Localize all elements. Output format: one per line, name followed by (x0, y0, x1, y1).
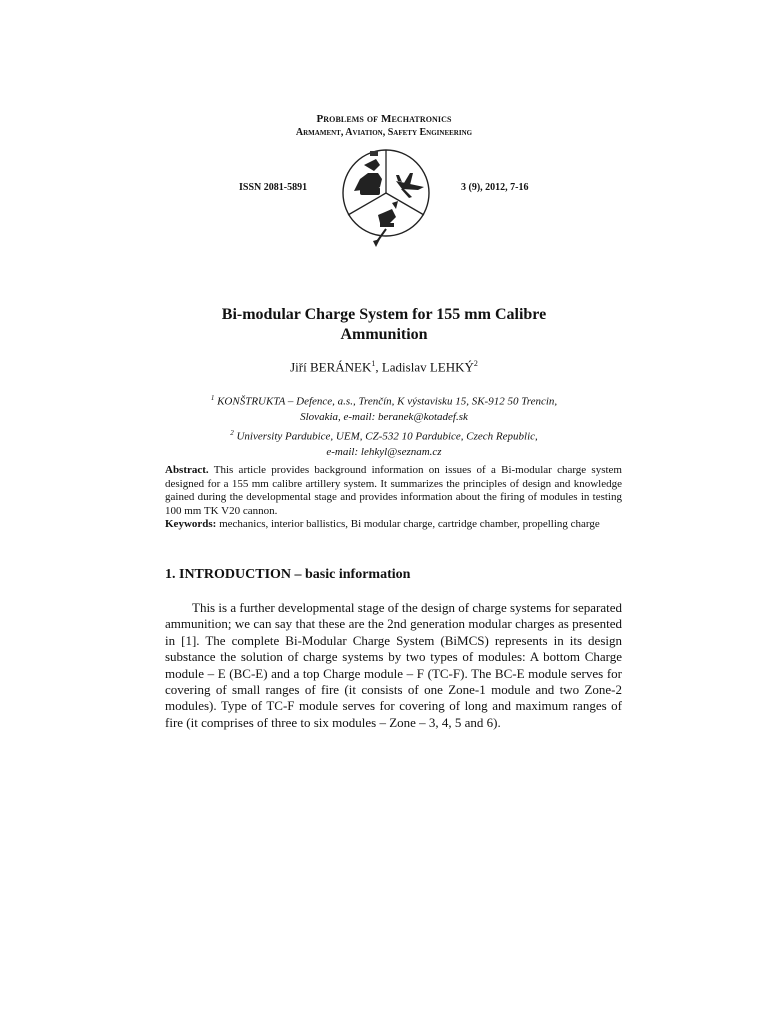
author-2-mark: 2 (473, 359, 478, 368)
affiliation-2 (0, 426, 768, 445)
affiliation-1 (0, 391, 768, 410)
author-separator: , (375, 359, 382, 375)
affiliation-1-line-1: KONŠTRUKTA – Defence, a.s., Trenčín, K výstavisku 15, SK-912 50 Trencin, (217, 395, 558, 408)
author-1: Jiří BERÁNEK (290, 359, 372, 375)
volume-info: 3 (9), 2012, 7-16 (461, 182, 529, 193)
affiliation-1-mark: 1 (210, 394, 215, 402)
affiliation-2-line-2: e-mail: lehkyl@seznam.cz (326, 445, 442, 458)
paper-title (0, 305, 768, 345)
abstract-label: Abstract. (165, 464, 209, 476)
affiliation-1-line-2: Slovakia, e-mail: beranek@kotadef.sk (300, 411, 468, 424)
abstract-text: This article provides background information on issues of a Bi-modular charge system designed for a 155 mm calibre artillery system. It summarizes the principles of design and knowledge gained during the developmental stage and provides information about the firing of modules in testing 100 mm TK V20 cannon. (165, 464, 622, 517)
author-list (0, 359, 768, 375)
keywords-text: mechanics, interior ballistics, Bi modular charge, cartridge chamber, propelling charge (219, 518, 600, 531)
affiliation-2-mark: 2 (230, 428, 234, 437)
body-paragraph: This is a further developmental stage of the design of charge systems for separated ammunition; we can say that these are the 2nd generation modular charges as presented in [1]. The complete Bi-Modular Charge System (BiMCS) represents in its design substance the solution of charge systems by two types of modules: A bottom Charge module – E (BC-E) and a top Charge module – F (TC-F). The BC-E module serves for covering of small ranges of fire (it consists of one Zone-1 module and two Zone-2 modules). Type of TC-F module serves for covering of long and maximum ranges of fire (it comprises of three to six modules – Zone – 3, 4, 5 and 6). (165, 600, 622, 730)
journal-header (0, 112, 768, 139)
title-line-2: Ammunition (340, 326, 428, 343)
title-line-1: Bi-modular Charge System for 155 mm Calibre (221, 306, 547, 323)
author-2: Ladislav LEHKÝ (381, 359, 474, 375)
section-body (165, 600, 622, 731)
abstract-paragraph (165, 464, 622, 518)
affiliation-2-line-1: University Pardubice, UEM, CZ-532 10 Pardubice, Czech Republic, (236, 430, 538, 443)
issn: ISSN 2081-5891 (239, 182, 308, 193)
author-1-mark: 1 (371, 359, 376, 368)
journal-logo-icon (340, 143, 432, 248)
abstract (165, 464, 622, 532)
journal-subtitle: Armament, Aviation, Safety Engineering (295, 127, 473, 138)
keywords-paragraph (165, 518, 622, 532)
affiliations (0, 391, 768, 460)
journal-name: Problems of Mechatronics (316, 113, 452, 125)
section-heading: 1. INTRODUCTION – basic information (165, 567, 411, 582)
keywords-label: Keywords: (165, 518, 217, 531)
